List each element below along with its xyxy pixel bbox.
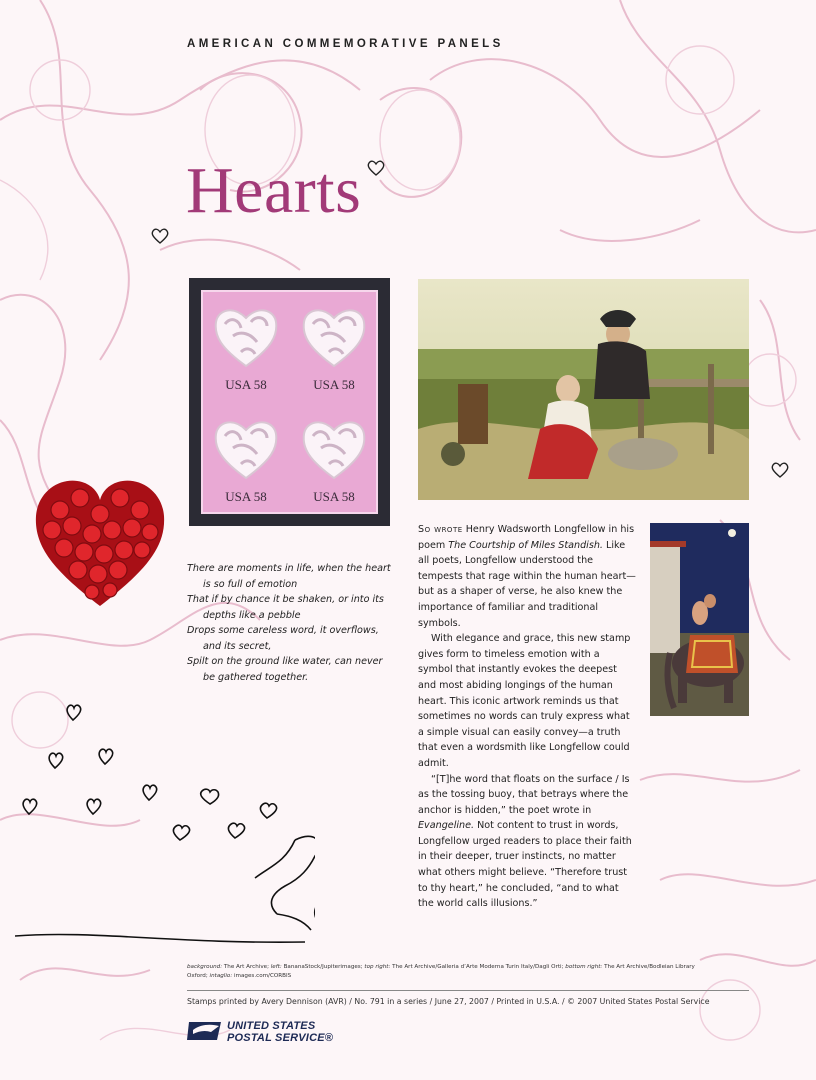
doodle-heart-icon (67, 705, 81, 720)
eagle-icon (187, 1018, 223, 1044)
doodle-heart-icon (173, 825, 189, 840)
body-paragraph: With elegance and grace, this new stamp gives form to timeless emotion with a symbol that instantly evokes the deepest and most abiding longings of the human heart. This iconic artwork reminds us that sometimes no words can truly express what a simple visual can easily convey—a truth that even a wordsmith like Longfellow could admit. (418, 633, 631, 769)
doodle-heart-icon (49, 753, 63, 768)
doodle-heart-icon (228, 823, 244, 838)
footer-divider (187, 990, 749, 991)
heart-stamp-icon (211, 302, 281, 372)
body-text-span: “[T]he word that floats on the surface / Is as the tossing buoy, that betrays where the anchor is hidden,” the poet wrote in (418, 773, 630, 816)
heart-stamp (291, 404, 377, 514)
heart-stamp (203, 404, 289, 514)
doodle-heart-icon (143, 785, 157, 800)
heart-stamp-icon (299, 302, 369, 372)
courtship-painting (418, 279, 749, 500)
doodle-heart-icon (99, 749, 113, 764)
small-heart-icon (366, 158, 386, 178)
credit-label: left: (270, 964, 282, 970)
small-heart-icon (150, 226, 170, 246)
credit-text: BananaStock/Jupiterimages; (281, 964, 365, 970)
elephant-miniature (650, 523, 749, 716)
poem-title: The Courtship of Miles Standish. (448, 539, 603, 551)
page-title: Hearts (186, 154, 362, 227)
longfellow-poem (187, 561, 402, 685)
body-text-span: Not content to trust in words, Longfellow urged readers to place their faith in their deeper, truer instincts, no matter what others might believe. “Therefore trust to thy heart,” he concluded, “and to what the world calls illusions.” (418, 820, 632, 910)
stamp-denomination: USA 58 (313, 489, 355, 504)
image-credits (187, 963, 717, 981)
heart-stamp-icon (211, 414, 281, 484)
credit-label: top right: (364, 964, 391, 970)
heart-stamp (291, 292, 377, 402)
credit-text: The Art Archive/Bodleian Library Oxford; (187, 964, 695, 979)
skater-doodle (15, 690, 315, 950)
printing-info: Stamps printed by Avery Dennison (AVR) / No. 791 in a series / June 27, 2007 / Printed in U.S.A. / © 2007 United States Postal Service (187, 997, 710, 1006)
credit-text: images.com/CORBIS (232, 973, 292, 979)
poem-line: Spilt on the ground like water, can never (187, 656, 383, 667)
poem-title: Evangeline. (418, 820, 475, 832)
lead-in: So wrote (418, 524, 463, 535)
usps-line2-row (227, 1032, 333, 1044)
stamp-sheet (201, 290, 378, 514)
body-paragraph (418, 772, 636, 912)
stamp-denomination: USA 58 (225, 377, 267, 392)
stamp-pane (189, 278, 390, 526)
doodle-heart-icon (23, 799, 37, 814)
small-heart-icon (770, 460, 790, 480)
credit-label: intaglio: (209, 973, 233, 979)
doodle-heart-icon (87, 799, 101, 814)
credit-label: bottom right: (565, 964, 603, 970)
doodle-heart-icon (201, 789, 219, 804)
poem-line: and its secret, (203, 640, 272, 652)
usps-logo (187, 1018, 347, 1048)
poem-line: That if by chance it be shaken, or into its (187, 594, 384, 605)
poem-line: There are moments in life, when the heart (187, 563, 391, 574)
credit-text: The Art Archive; (222, 964, 271, 970)
stamp-denomination: USA 58 (225, 489, 267, 504)
usps-line2: POSTAL SERVICE (227, 1032, 325, 1044)
credit-text: The Art Archive/Galleria d’Arte Moderna Turin Italy/Dagli Orti; (390, 964, 566, 970)
body-paragraph (418, 522, 636, 631)
poem-line: Drops some careless word, it overflows, (187, 625, 379, 636)
body-article (418, 522, 636, 912)
body-text-span: Like all poets, Longfellow understood the tempests that rage within the human heart—but as a shaper of verse, he also knew the importance of familiar and traditional symbols. (418, 539, 636, 629)
body-text-span: Henry Wadsworth Longfellow in his poem (418, 524, 635, 551)
heart-stamp (203, 292, 289, 402)
poem-line: be gathered together. (203, 671, 309, 683)
series-title: AMERICAN COMMEMORATIVE PANELS (187, 38, 504, 50)
stamp-denomination: USA 58 (313, 377, 355, 392)
usps-line1: UNITED STATES (227, 1020, 316, 1032)
usps-wordmark (227, 1020, 333, 1044)
rose-heart-image (30, 468, 170, 610)
poem-line: is so full of emotion (203, 578, 298, 590)
heart-stamp-icon (299, 414, 369, 484)
registered-mark: ® (324, 1032, 334, 1044)
doodle-heart-icon (260, 803, 276, 818)
poem-line: depths like a pebble (203, 609, 301, 621)
credit-label: background: (187, 964, 223, 970)
